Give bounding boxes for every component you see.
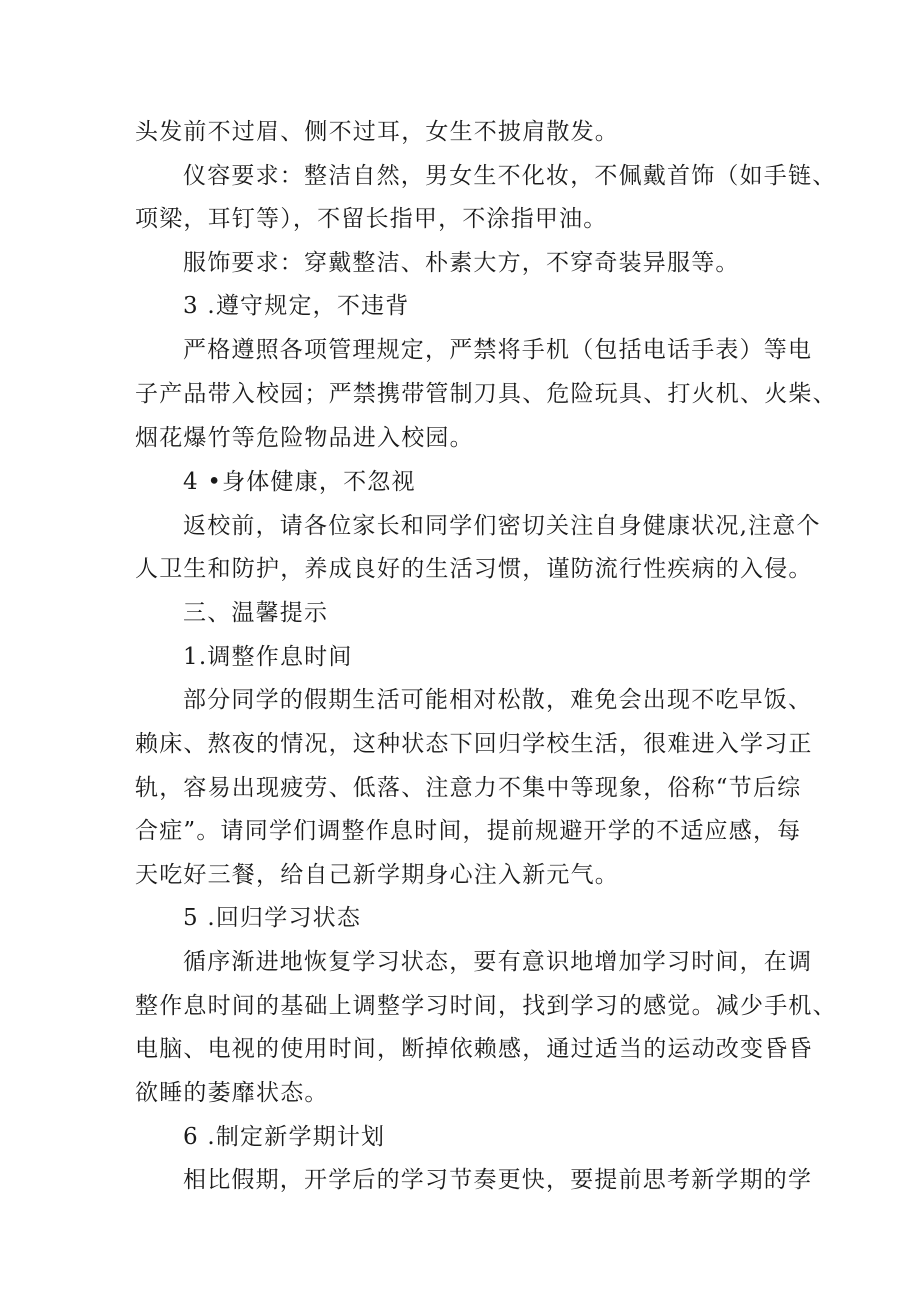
text-line: 返校前，请各位家长和同学们密切关注自身健康状况,注意个 (183, 513, 821, 539)
text-line: 合症”。请同学们调整作息时间，提前规避开学的不适应感，每 (135, 818, 802, 844)
text-line: 赖床、熬夜的情况，这种状态下回归学校生活，很难进入学习正 (135, 731, 813, 757)
section-heading: 3 .遵守规定，不违背 (183, 293, 410, 319)
text-line: 服饰要求：穿戴整洁、朴素大方，不穿奇装异服等。 (183, 250, 740, 276)
text-line: 欲睡的萎靡状态。 (135, 1080, 329, 1106)
text-line: 天吃好三餐，给自己新学期身心注入新元气。 (135, 862, 619, 888)
text-line: 严格遵照各项管理规定，严禁将手机（包括电话手表）等电 (183, 337, 813, 363)
text-line: 头发前不过眉、侧不过耳，女生不披肩散发。 (135, 119, 619, 145)
text-line: 相比假期，开学后的学习节奏更快，要提前思考新学期的学 (183, 1167, 813, 1193)
section-heading: 5 .回归学习状态 (183, 905, 362, 931)
text-line: 项梁，耳钉等），不留长指甲，不涂指甲油。 (135, 206, 608, 232)
text-line: 烟花爆竹等危险物品进入校园。 (135, 425, 474, 451)
text-line: 部分同学的假期生活可能相对松散，难免会出现不吃早饭、 (183, 687, 813, 713)
text-line: 循序渐进地恢复学习状态，要有意识地增加学习时间，在调 (183, 949, 813, 975)
text-line: 人卫生和防护，养成良好的生活习惯，谨防流行性疾病的入侵。 (135, 556, 813, 582)
text-line: 仪容要求：整洁自然，男女生不化妆，不佩戴首饰（如手链、 (183, 163, 837, 189)
section-heading: 三、温馨提示 (183, 600, 329, 626)
text-line: 子产品带入校园；严禁携带管制刀具、危险玩具、打火机、火柴、 (135, 381, 837, 407)
text-line: 整作息时间的基础上调整学习时间，找到学习的感觉。减少手机、 (135, 993, 837, 1019)
text-line: 电脑、电视的使用时间，断掉依赖感，通过适当的运动改变昏昏 (135, 1036, 813, 1062)
section-heading: 1.调整作息时间 (183, 644, 353, 670)
section-heading: 6 .制定新学期计划 (183, 1124, 386, 1150)
section-heading: 4 •身体健康，不忽视 (183, 469, 416, 495)
text-line: 轨，容易出现疲劳、低落、注意力不集中等现象，俗称“节后综 (135, 775, 802, 801)
